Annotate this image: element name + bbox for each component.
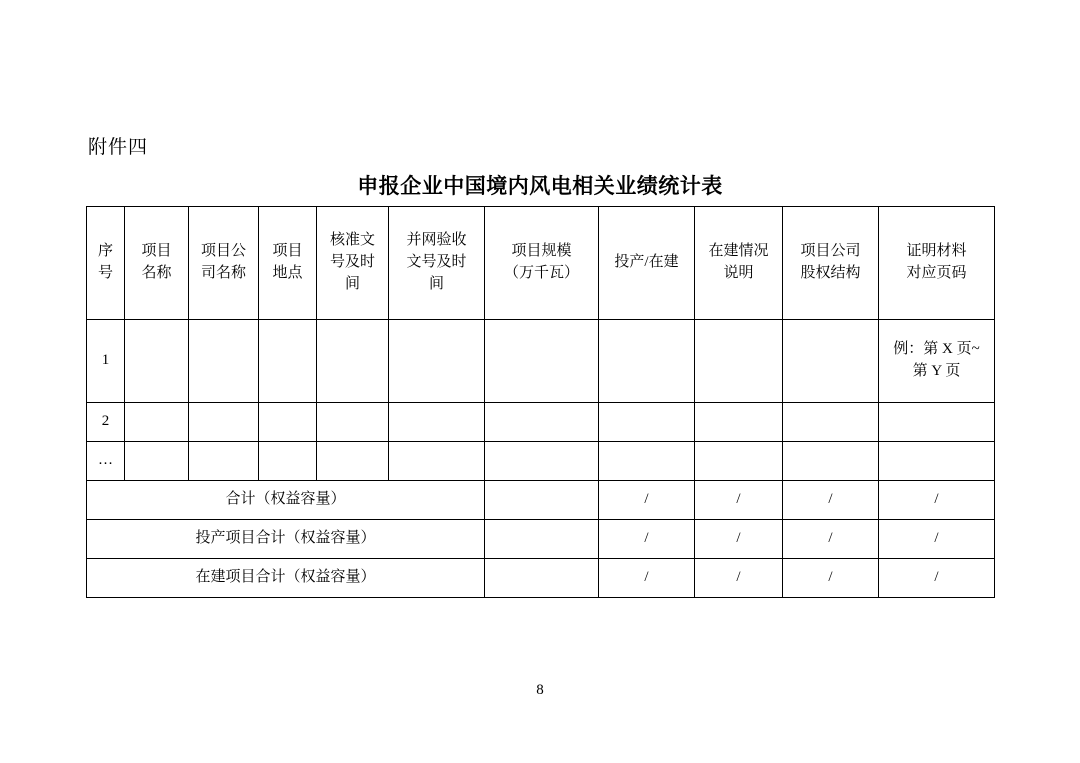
cell-construction-note[interactable]	[695, 403, 783, 442]
header-line: 司名称	[200, 265, 246, 281]
column-header-grid-acceptance-doc	[389, 207, 485, 320]
cell-project-name[interactable]	[125, 403, 189, 442]
cell-grid-acceptance-doc[interactable]	[389, 320, 485, 403]
summary-label: 在建项目合计（权益容量）	[87, 559, 485, 598]
header-line: 序	[97, 243, 113, 260]
cell-status[interactable]	[599, 403, 695, 442]
header-line: 项目公司	[800, 243, 861, 260]
header-line: 号	[97, 265, 113, 281]
summary-label: 投产项目合计（权益容量）	[87, 520, 485, 559]
summary-cell-equity-structure: /	[783, 559, 879, 598]
header-line: 投产/在建	[614, 254, 679, 271]
cell-equity-structure[interactable]	[783, 442, 879, 481]
header-line: （万千瓦）	[503, 265, 579, 281]
summary-cell-construction-note: /	[695, 520, 783, 559]
summary-cell-page-reference: /	[879, 481, 995, 520]
example-line: 例：第 X 页~	[893, 341, 980, 358]
summary-cell-construction-note: /	[695, 559, 783, 598]
summary-cell-scale[interactable]	[485, 559, 599, 598]
cell-construction-note[interactable]	[695, 320, 783, 403]
summary-cell-status: /	[599, 520, 695, 559]
cell-status[interactable]	[599, 320, 695, 403]
table-header-row	[87, 207, 995, 320]
header-line: 间	[428, 275, 444, 292]
column-header-page-reference	[879, 207, 995, 320]
table-body	[87, 320, 995, 598]
cell-construction-note[interactable]	[695, 442, 783, 481]
column-header-project-name	[125, 207, 189, 320]
summary-label: 合计（权益容量）	[87, 481, 485, 520]
summary-cell-scale[interactable]	[485, 520, 599, 559]
column-header-approval-doc	[317, 207, 389, 320]
column-header-project-scale	[485, 207, 599, 320]
header-line: 股权结构	[800, 265, 861, 281]
attachment-label: 附件四	[88, 137, 149, 158]
column-header-serial	[87, 207, 125, 320]
summary-cell-equity-structure: /	[783, 481, 879, 520]
cell-equity-structure[interactable]	[783, 320, 879, 403]
column-header-equity-structure	[783, 207, 879, 320]
header-line: 名称	[141, 265, 172, 281]
header-line: 对应页码	[906, 265, 967, 281]
header-line: 文号及时	[406, 254, 467, 271]
summary-cell-construction-note: /	[695, 481, 783, 520]
summary-cell-scale[interactable]	[485, 481, 599, 520]
cell-project-scale[interactable]	[485, 320, 599, 403]
column-header-project-location	[259, 207, 317, 320]
cell-project-company[interactable]	[189, 442, 259, 481]
header-line: 项目	[141, 243, 172, 260]
summary-row-under-construction[interactable]	[87, 559, 995, 598]
header-line: 核准文	[329, 232, 375, 249]
header-line: 项目公	[200, 243, 246, 260]
cell-project-name[interactable]	[125, 442, 189, 481]
summary-cell-page-reference: /	[879, 559, 995, 598]
column-header-project-company	[189, 207, 259, 320]
cell-approval-doc[interactable]	[317, 320, 389, 403]
header-line: 项目规模	[511, 243, 572, 260]
cell-grid-acceptance-doc[interactable]	[389, 403, 485, 442]
cell-page-reference[interactable]	[879, 320, 995, 403]
summary-cell-equity-structure: /	[783, 520, 879, 559]
cell-project-name[interactable]	[125, 320, 189, 403]
summary-cell-page-reference: /	[879, 520, 995, 559]
summary-cell-status: /	[599, 481, 695, 520]
table-row[interactable]	[87, 403, 995, 442]
example-line: 第 Y 页	[912, 363, 961, 379]
cell-project-location[interactable]	[259, 442, 317, 481]
header-line: 号及时	[329, 254, 375, 271]
header-line: 证明材料	[906, 243, 967, 260]
cell-project-location[interactable]	[259, 403, 317, 442]
cell-equity-structure[interactable]	[783, 403, 879, 442]
row-index: 2	[87, 403, 125, 442]
statistics-table-container	[86, 206, 994, 598]
cell-project-location[interactable]	[259, 320, 317, 403]
cell-page-reference[interactable]	[879, 403, 995, 442]
header-line: 并网验收	[406, 232, 467, 249]
page-title: 申报企业中国境内风电相关业绩统计表	[357, 174, 723, 198]
cell-page-reference[interactable]	[879, 442, 995, 481]
summary-cell-status: /	[599, 559, 695, 598]
table-header	[87, 207, 995, 320]
summary-row-total[interactable]	[87, 481, 995, 520]
header-line: 在建情况	[708, 243, 769, 260]
header-line: 间	[344, 275, 360, 292]
cell-status[interactable]	[599, 442, 695, 481]
summary-row-operational[interactable]	[87, 520, 995, 559]
row-index: 1	[87, 320, 125, 403]
cell-project-scale[interactable]	[485, 403, 599, 442]
cell-project-company[interactable]	[189, 320, 259, 403]
page-number: 8	[536, 682, 544, 698]
row-index: …	[87, 442, 125, 481]
header-line: 地点	[272, 265, 303, 281]
cell-approval-doc[interactable]	[317, 403, 389, 442]
header-line: 说明	[723, 265, 754, 281]
table-row[interactable]	[87, 320, 995, 403]
cell-project-scale[interactable]	[485, 442, 599, 481]
table-row[interactable]	[87, 442, 995, 481]
cell-project-company[interactable]	[189, 403, 259, 442]
cell-grid-acceptance-doc[interactable]	[389, 442, 485, 481]
cell-approval-doc[interactable]	[317, 442, 389, 481]
header-line: 项目	[272, 243, 303, 260]
statistics-table	[86, 206, 995, 598]
column-header-status	[599, 207, 695, 320]
column-header-construction-note	[695, 207, 783, 320]
